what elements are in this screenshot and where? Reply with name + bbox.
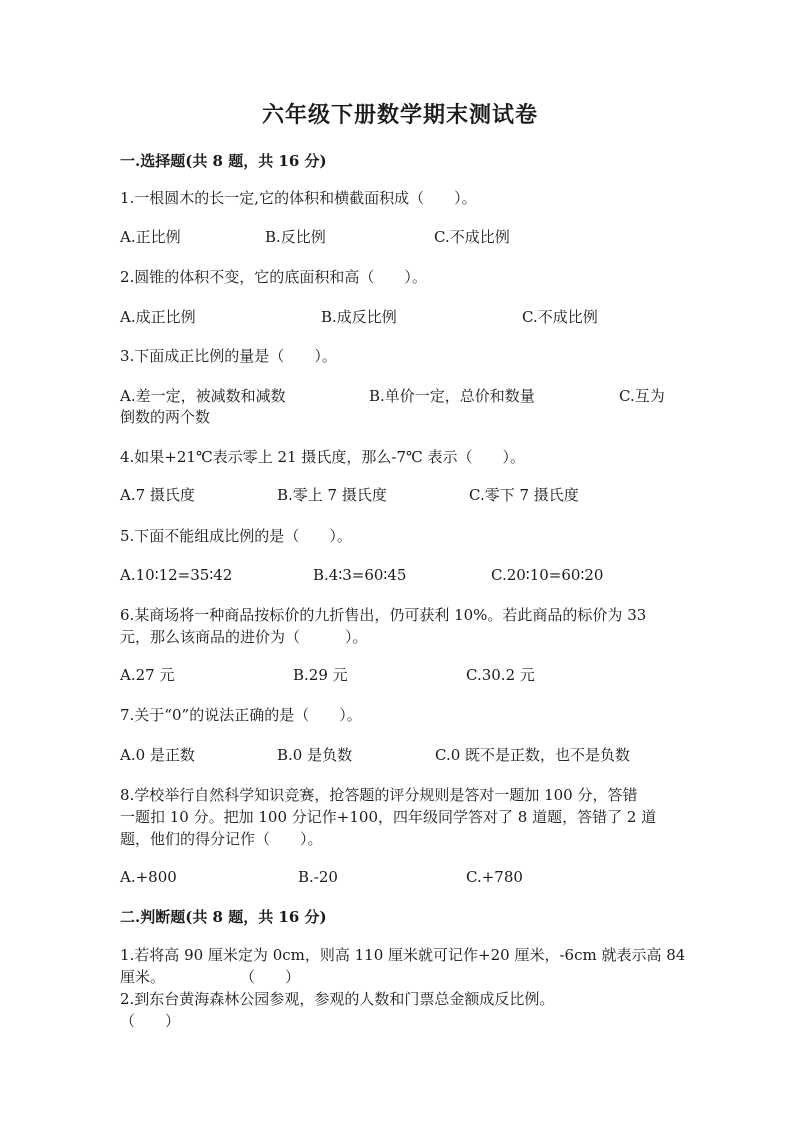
option-6a: A.27 元 (120, 666, 175, 684)
section-heading-choice: 一.选择题(共 8 题，共 16 分) (120, 152, 327, 170)
question-2: 2.圆锥的体积不变，它的底面积和高（ ）。 (120, 268, 427, 286)
option-1b: B.反比例 (265, 228, 326, 246)
question-8-line-1: 8.学校举行自然科学知识竞赛，抢答题的评分规则是答对一题加 100 分，答错 (120, 786, 638, 804)
question-6-line-1: 6.某商场将一种商品按标价的九折售出，仍可获利 10%。若此商品的标价为 33 (120, 606, 647, 624)
option-5b: B.4∶3=60∶45 (313, 566, 407, 584)
option-7b: B.0 是负数 (277, 746, 353, 764)
option-3b: B.单价一定，总价和数量 (369, 387, 535, 405)
question-8-line-2: 一题扣 10 分。把加 100 分记作+100，四年级同学答对了 8 道题，答错了 2 道 (120, 808, 657, 826)
judgement-2-line-2: （ ） (120, 1012, 181, 1030)
judgement-1-line-1: 1.若将高 90 厘米定为 0cm，则高 110 厘米就可记作+20 厘米，-6cm 就表示高 84 (120, 946, 686, 964)
option-3c-continued: 倒数的两个数 (120, 408, 211, 426)
question-7: 7.关于“0”的说法正确的是（ ）。 (120, 706, 362, 724)
option-1c: C.不成比例 (434, 228, 510, 246)
option-2c: C.不成比例 (522, 308, 598, 326)
option-1a: A.正比例 (120, 228, 181, 246)
option-3c: C.互为 (619, 387, 665, 405)
question-6-line-2: 元，那么该商品的进价为（ ）。 (120, 628, 368, 646)
judgement-1-line-2: 厘米。 （ ） (120, 968, 301, 986)
option-6c: C.30.2 元 (466, 666, 535, 684)
option-2b: B.成反比例 (321, 308, 397, 326)
option-2a: A.成正比例 (120, 308, 196, 326)
option-4c: C.零下 7 摄氏度 (469, 486, 579, 504)
option-8b: B.-20 (298, 868, 338, 886)
judgement-2-line-1: 2.到东台黄海森林公园参观，参观的人数和门票总金额成反比例。 (120, 990, 555, 1008)
question-4: 4.如果+21℃表示零上 21 摄氏度，那么-7℃ 表示（ ）。 (120, 448, 526, 466)
option-5a: A.10∶12=35∶42 (120, 566, 233, 584)
page-title: 六年级下册数学期末测试卷 (261, 102, 538, 128)
question-8-line-3: 题，他们的得分记作（ ）。 (120, 830, 323, 848)
option-3a: A.差一定，被减数和减数 (120, 387, 286, 405)
option-7a: A.0 是正数 (120, 746, 195, 764)
option-5c: C.20∶10=60∶20 (491, 566, 604, 584)
question-3: 3.下面成正比例的量是（ ）。 (120, 347, 337, 365)
option-8c: C.+780 (466, 868, 523, 886)
section-heading-judgement: 二.判断题(共 8 题，共 16 分) (120, 908, 327, 926)
option-4a: A.7 摄氏度 (120, 486, 195, 504)
question-1: 1.一根圆木的长一定,它的体积和横截面积成（ ）。 (120, 189, 477, 207)
option-4b: B.零上 7 摄氏度 (277, 486, 387, 504)
option-8a: A.+800 (120, 868, 177, 886)
question-5: 5.下面不能组成比例的是（ ）。 (120, 527, 352, 545)
option-6b: B.29 元 (293, 666, 348, 684)
option-7c: C.0 既不是正数，也不是负数 (435, 746, 631, 764)
